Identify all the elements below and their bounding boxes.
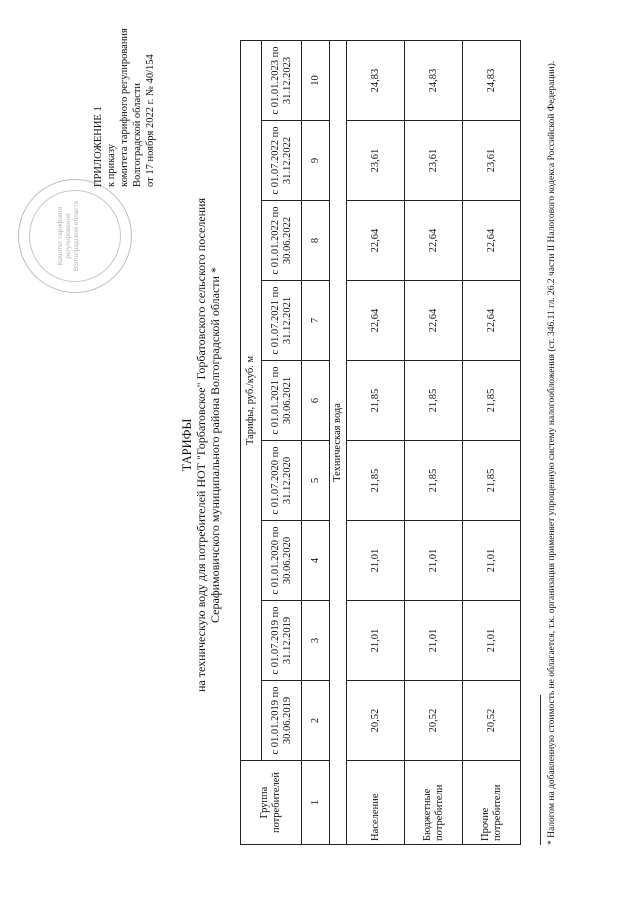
appendix-header: [92, 17, 157, 187]
period-header: с 01.01.2022 по 30.06.2022: [262, 201, 302, 281]
column-number-row: [302, 40, 330, 844]
period-header: с 01.01.2020 по 30.06.2020: [262, 521, 302, 601]
footnote-divider: [540, 695, 541, 845]
period-header: с 01.07.2021 по 31.12.2021: [262, 281, 302, 361]
tariff-value: 21,01: [463, 521, 521, 601]
tariff-value: 21,01: [463, 601, 521, 681]
tariff-value: 22,64: [347, 281, 405, 361]
tariff-value: 24,83: [463, 40, 521, 120]
tariff-value: 22,64: [463, 201, 521, 281]
tariff-value: 22,64: [405, 281, 463, 361]
tariff-value: 24,83: [405, 40, 463, 120]
section-title: Техническая вода: [330, 40, 347, 844]
period-header: с 01.07.2019 по 31.12.2019: [262, 601, 302, 681]
title-subtitle: на техническую воду для потребителей НОТ "Горбатовское" Горбатовского сельского поселения: [194, 197, 208, 693]
appendix-date: от 17 ноября 2022 г. № 40/154: [145, 54, 156, 187]
tariff-value: 22,64: [405, 201, 463, 281]
tariff-value: 23,61: [463, 121, 521, 201]
appendix-title: ПРИЛОЖЕНИЕ 1: [93, 106, 104, 187]
title-subtitle-2: Серафимовичского муниципального района Волгоградской области *: [208, 267, 222, 623]
column-number: 1: [302, 761, 330, 845]
tariff-value: 21,85: [463, 361, 521, 441]
section-row: [330, 40, 347, 844]
column-number: 2: [302, 681, 330, 761]
tariff-value: 21,85: [347, 441, 405, 521]
column-number: 3: [302, 601, 330, 681]
appendix-committee: комитета тарифного регулирования: [119, 28, 130, 187]
tariff-value: 21,85: [463, 441, 521, 521]
column-number: 6: [302, 361, 330, 441]
official-seal: [18, 179, 132, 293]
table-row: [405, 40, 463, 844]
column-number: 9: [302, 121, 330, 201]
column-number: 7: [302, 281, 330, 361]
tariff-value: 21,01: [405, 601, 463, 681]
period-header: с 01.01.2023 по 31.12.2023: [262, 40, 302, 120]
tariff-value: 24,83: [347, 40, 405, 120]
tariff-value: 23,61: [405, 121, 463, 201]
tariff-value: 21,85: [347, 361, 405, 441]
period-header: с 01.01.2019 по 30.06.2019: [262, 681, 302, 761]
tariff-table: [240, 40, 521, 845]
tariff-value: 20,52: [463, 681, 521, 761]
seal-text: Комитет тарифного регулирования Волгоградской области: [57, 200, 80, 272]
column-number: 8: [302, 201, 330, 281]
tariff-value: 20,52: [405, 681, 463, 761]
period-header: с 01.07.2020 по 31.12.2020: [262, 441, 302, 521]
appendix-region: Волгоградской области: [132, 82, 143, 187]
header-group: Группа потребителей: [241, 761, 302, 845]
title-main: ТАРИФЫ: [180, 418, 194, 472]
table-row: [347, 40, 405, 844]
consumer-group: Бюджетные потребители: [405, 761, 463, 845]
tariff-value: 21,01: [405, 521, 463, 601]
period-header: с 01.01.2021 по 30.06.2021: [262, 361, 302, 441]
table-row: [463, 40, 521, 844]
tariff-value: 22,64: [347, 201, 405, 281]
column-number: 5: [302, 441, 330, 521]
consumer-group: Население: [347, 761, 405, 845]
appendix-order: к приказу: [106, 144, 117, 187]
column-number: 10: [302, 40, 330, 120]
footnote: * Налогом на добавленную стоимость не облагается, т.к. организация применяет упрощенную систему налогообложения (ст. 346.11 гл. 26.2 части II Налогового кодекса Российской Федерации).: [547, 60, 557, 845]
consumer-group: Прочие потребители: [463, 761, 521, 845]
tariff-value: 21,01: [347, 601, 405, 681]
period-header: с 01.07.2022 по 31.12.2022: [262, 121, 302, 201]
tariff-value: 21,85: [405, 361, 463, 441]
document-title: [180, 45, 222, 845]
tariff-value: 22,64: [463, 281, 521, 361]
column-number: 4: [302, 521, 330, 601]
tariff-value: 21,85: [405, 441, 463, 521]
header-tariffs: Тарифы, руб./куб. м: [241, 40, 262, 760]
tariff-value: 23,61: [347, 121, 405, 201]
tariff-value: 20,52: [347, 681, 405, 761]
tariff-value: 21,01: [347, 521, 405, 601]
